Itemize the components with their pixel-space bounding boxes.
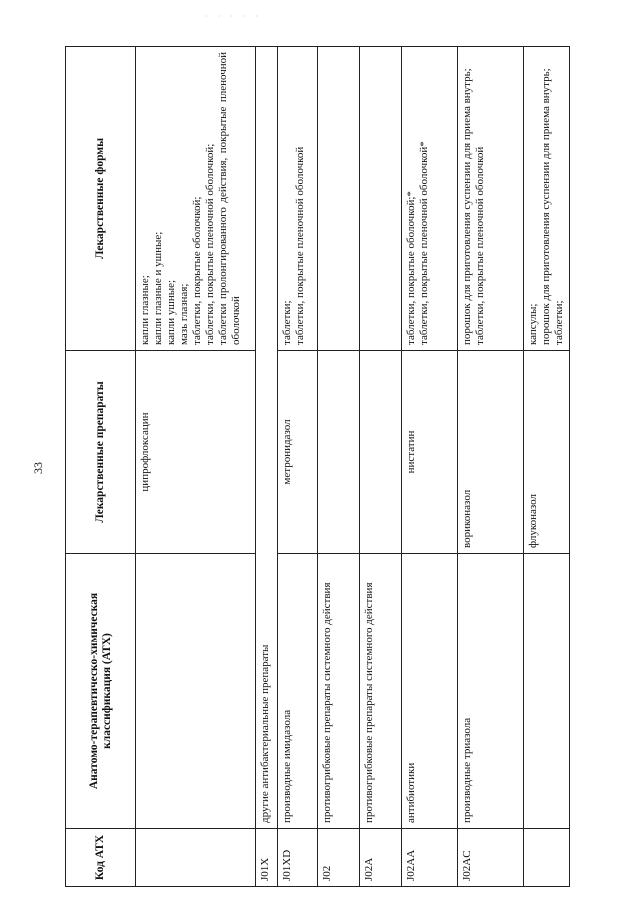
- cell-forms: [318, 47, 360, 351]
- header-forms: Лекарственные формы: [66, 47, 136, 351]
- form-item: таблетки, покрытые пленочной оболочкой: [294, 146, 306, 345]
- form-item: таблетки;: [281, 300, 293, 345]
- form-item: капли ушные;: [165, 279, 177, 345]
- form-item: капли глазные;: [139, 275, 151, 345]
- form-item: таблетки;: [553, 300, 565, 345]
- cell-drug: [360, 351, 402, 554]
- form-item: порошок для приготовления суспензии для приема внутрь;: [540, 68, 552, 345]
- cell-drug: ципрофлоксацин: [136, 351, 256, 554]
- cell-classification: [524, 554, 570, 829]
- table-row: [318, 47, 360, 887]
- atc-drug-table: [65, 46, 570, 887]
- header-classification: Анатомо-терапевтическо-химическая классификация (АТХ): [66, 554, 136, 829]
- table-row: [256, 47, 278, 887]
- table-header-row: [66, 47, 136, 887]
- table-row: [524, 47, 570, 887]
- form-item: порошок для приготовления суспензии для приема внутрь;: [461, 68, 473, 345]
- cell-code: J01X: [256, 829, 278, 887]
- form-item: таблетки, покрытые пленочной оболочкой;: [204, 143, 216, 345]
- form-item: таблетки, покрытые пленочной оболочкой*: [418, 141, 430, 345]
- cell-classification: производные имидазола: [278, 554, 318, 829]
- cell-drug: флуконазол: [524, 351, 570, 554]
- scan-noise: · · · · ·: [205, 12, 263, 21]
- cell-classification: другие антибактериальные препараты: [256, 47, 278, 829]
- table-row: [402, 47, 458, 887]
- cell-classification: производные триазола: [458, 554, 524, 829]
- page-number: 33: [31, 462, 45, 474]
- cell-code: [524, 829, 570, 887]
- cell-forms: [524, 47, 570, 351]
- cell-forms: [402, 47, 458, 351]
- table-row: [360, 47, 402, 887]
- rotated-table-container: [65, 47, 565, 887]
- form-item: таблетки, покрытые оболочкой;*: [405, 191, 417, 345]
- form-item: капли глазные и ушные;: [152, 231, 164, 345]
- cell-drug: вориконазол: [458, 351, 524, 554]
- form-item: капсулы;: [527, 303, 539, 345]
- cell-code: [136, 829, 256, 887]
- cell-forms: [458, 47, 524, 351]
- cell-code: J02AC: [458, 829, 524, 887]
- cell-code: J01XD: [278, 829, 318, 887]
- cell-code: J02AA: [402, 829, 458, 887]
- table-row: [278, 47, 318, 887]
- cell-classification: противогрибковые препараты системного действия: [318, 554, 360, 829]
- table-row: [458, 47, 524, 887]
- cell-classification: [136, 554, 256, 829]
- header-drugs: Лекарственные препараты: [66, 351, 136, 554]
- cell-code: J02: [318, 829, 360, 887]
- header-code: Код АТХ: [66, 829, 136, 887]
- cell-classification: противогрибковые препараты системного действия: [360, 554, 402, 829]
- cell-classification: антибиотики: [402, 554, 458, 829]
- form-item: таблетки пролонгированного действия, покрытые пленочной оболочкой: [217, 52, 242, 345]
- cell-forms: [360, 47, 402, 351]
- cell-forms: [136, 47, 256, 351]
- cell-forms: [278, 47, 318, 351]
- cell-code: J02A: [360, 829, 402, 887]
- cell-drug: [318, 351, 360, 554]
- cell-drug: метронидазол: [278, 351, 318, 554]
- form-item: таблетки, покрытые оболочкой;: [191, 196, 203, 345]
- form-item: таблетки, покрытые пленочной оболочкой: [474, 146, 486, 345]
- table-row: [136, 47, 256, 887]
- cell-drug: нистатин: [402, 351, 458, 554]
- form-item: мазь глазная;: [178, 283, 190, 345]
